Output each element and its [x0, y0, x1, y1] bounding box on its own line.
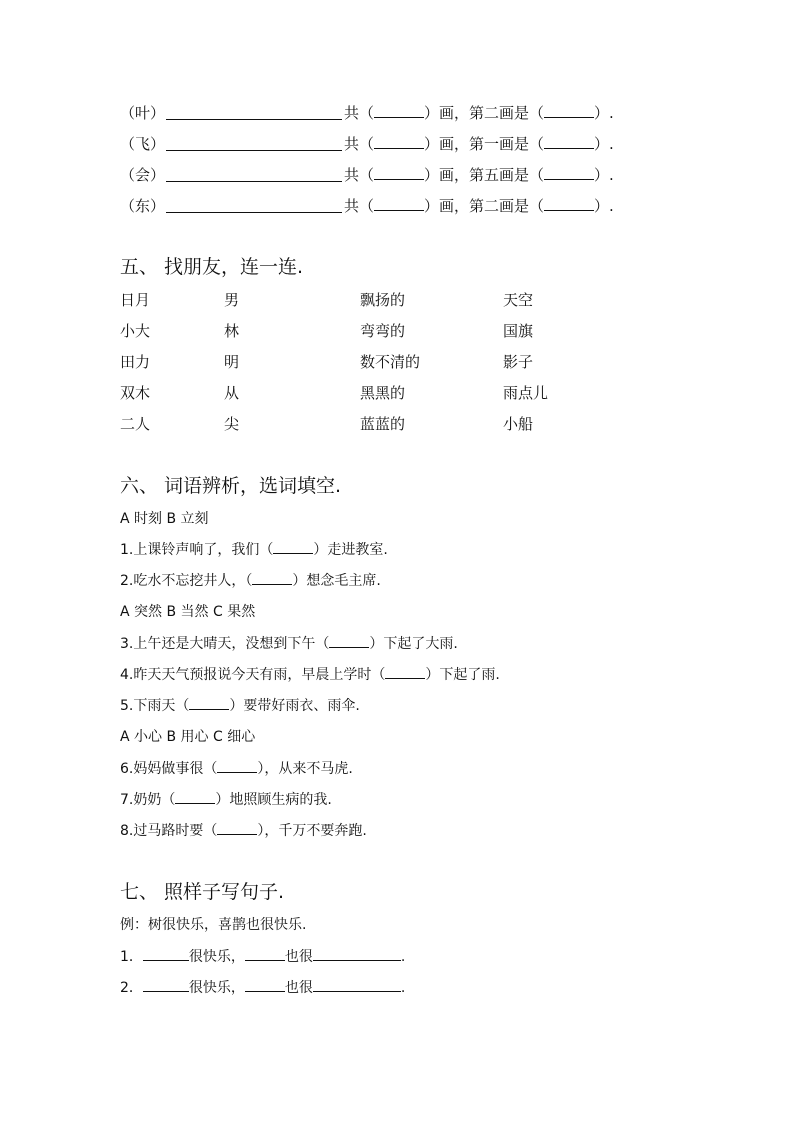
match-item[interactable]: 明 [224, 353, 240, 371]
row-char: （飞） [120, 135, 166, 153]
row-char: （会） [120, 166, 166, 184]
stroke-row [120, 102, 165, 123]
stroke-row [120, 133, 165, 154]
section-heading: 五、 找朋友，连一连. [120, 256, 304, 278]
answer-line[interactable] [166, 212, 342, 213]
answer-blank[interactable] [374, 148, 424, 149]
match-item[interactable]: 天空 [503, 291, 534, 309]
match-item[interactable]: 小船 [503, 415, 534, 433]
answer-blank[interactable] [313, 960, 401, 961]
answer-blank[interactable] [329, 647, 369, 648]
match-item[interactable]: 影子 [503, 353, 534, 371]
example-sentence: 例：树很快乐，喜鹊也很快乐. [120, 917, 307, 933]
answer-blank[interactable] [313, 991, 401, 992]
answer-line[interactable] [166, 119, 342, 120]
stroke-row [120, 164, 165, 185]
answer-blank[interactable] [143, 960, 189, 961]
answer-line[interactable] [166, 181, 342, 182]
answer-blank[interactable] [217, 834, 257, 835]
options-line: A 突然 B 当然 C 果然 [120, 604, 256, 620]
match-item[interactable]: 日月 [120, 291, 151, 309]
match-item[interactable]: 男 [224, 291, 240, 309]
answer-blank[interactable] [217, 772, 257, 773]
match-item[interactable]: 数不清的 [360, 353, 421, 371]
options-line: A 小心 B 用心 C 细心 [120, 729, 256, 745]
sentence-line: 1． 很快乐， 也很 . [120, 949, 406, 965]
question-line: 6.妈妈做事很（ ），从来不马虎. [120, 761, 353, 777]
match-item[interactable]: 弯弯的 [360, 322, 406, 340]
answer-blank[interactable] [374, 117, 424, 118]
match-item[interactable]: 从 [224, 384, 240, 402]
stroke-count-text: 共（ ）画，第二画是（ ）. [344, 104, 614, 122]
question-line: 4.昨天天气预报说今天有雨，早晨上学时（ ）下起了雨. [120, 667, 500, 683]
answer-blank[interactable] [544, 117, 594, 118]
answer-blank[interactable] [252, 584, 292, 585]
match-item[interactable]: 二人 [120, 415, 151, 433]
stroke-count-text: 共（ ）画，第二画是（ ）. [344, 197, 614, 215]
answer-line[interactable] [166, 150, 342, 151]
question-line: 3.上午还是大晴天，没想到下午（ ）下起了大雨. [120, 636, 458, 652]
section-heading: 七、 照样子写句子. [120, 881, 285, 903]
answer-blank[interactable] [544, 179, 594, 180]
stroke-count-text: 共（ ）画，第五画是（ ）. [344, 166, 614, 184]
answer-blank[interactable] [189, 709, 229, 710]
match-item[interactable]: 飘扬的 [360, 291, 406, 309]
question-line: 7.奶奶（ ）地照顾生病的我. [120, 792, 332, 808]
answer-blank[interactable] [374, 179, 424, 180]
answer-blank[interactable] [245, 991, 285, 992]
match-item[interactable]: 林 [224, 322, 240, 340]
question-line: 1.上课铃声响了，我们（ ）走进教室. [120, 542, 388, 558]
row-char: （东） [120, 197, 166, 215]
stroke-row [120, 195, 165, 216]
match-item[interactable]: 小大 [120, 322, 151, 340]
match-item[interactable]: 雨点儿 [503, 384, 549, 402]
answer-blank[interactable] [175, 803, 215, 804]
stroke-count-text: 共（ ）画，第一画是（ ）. [344, 135, 614, 153]
answer-blank[interactable] [374, 210, 424, 211]
question-line: 2.吃水不忘挖井人，（ ）想念毛主席. [120, 573, 381, 589]
answer-blank[interactable] [245, 960, 285, 961]
match-item[interactable]: 黑黑的 [360, 384, 406, 402]
answer-blank[interactable] [273, 553, 313, 554]
match-item[interactable]: 田力 [120, 353, 151, 371]
section-heading: 六、 词语辨析，选词填空. [120, 475, 342, 497]
match-item[interactable]: 双木 [120, 384, 151, 402]
answer-blank[interactable] [143, 991, 189, 992]
match-item[interactable]: 蓝蓝的 [360, 415, 406, 433]
question-line: 8.过马路时要（ ），千万不要奔跑. [120, 823, 367, 839]
answer-blank[interactable] [544, 210, 594, 211]
match-item[interactable]: 国旗 [503, 322, 534, 340]
match-item[interactable]: 尖 [224, 415, 240, 433]
sentence-line: 2． 很快乐， 也很 . [120, 980, 406, 996]
question-line: 5.下雨天（ ）要带好雨衣、雨伞. [120, 698, 360, 714]
row-char: （叶） [120, 104, 166, 122]
options-line: A 时刻 B 立刻 [120, 511, 209, 527]
answer-blank[interactable] [544, 148, 594, 149]
answer-blank[interactable] [385, 678, 425, 679]
